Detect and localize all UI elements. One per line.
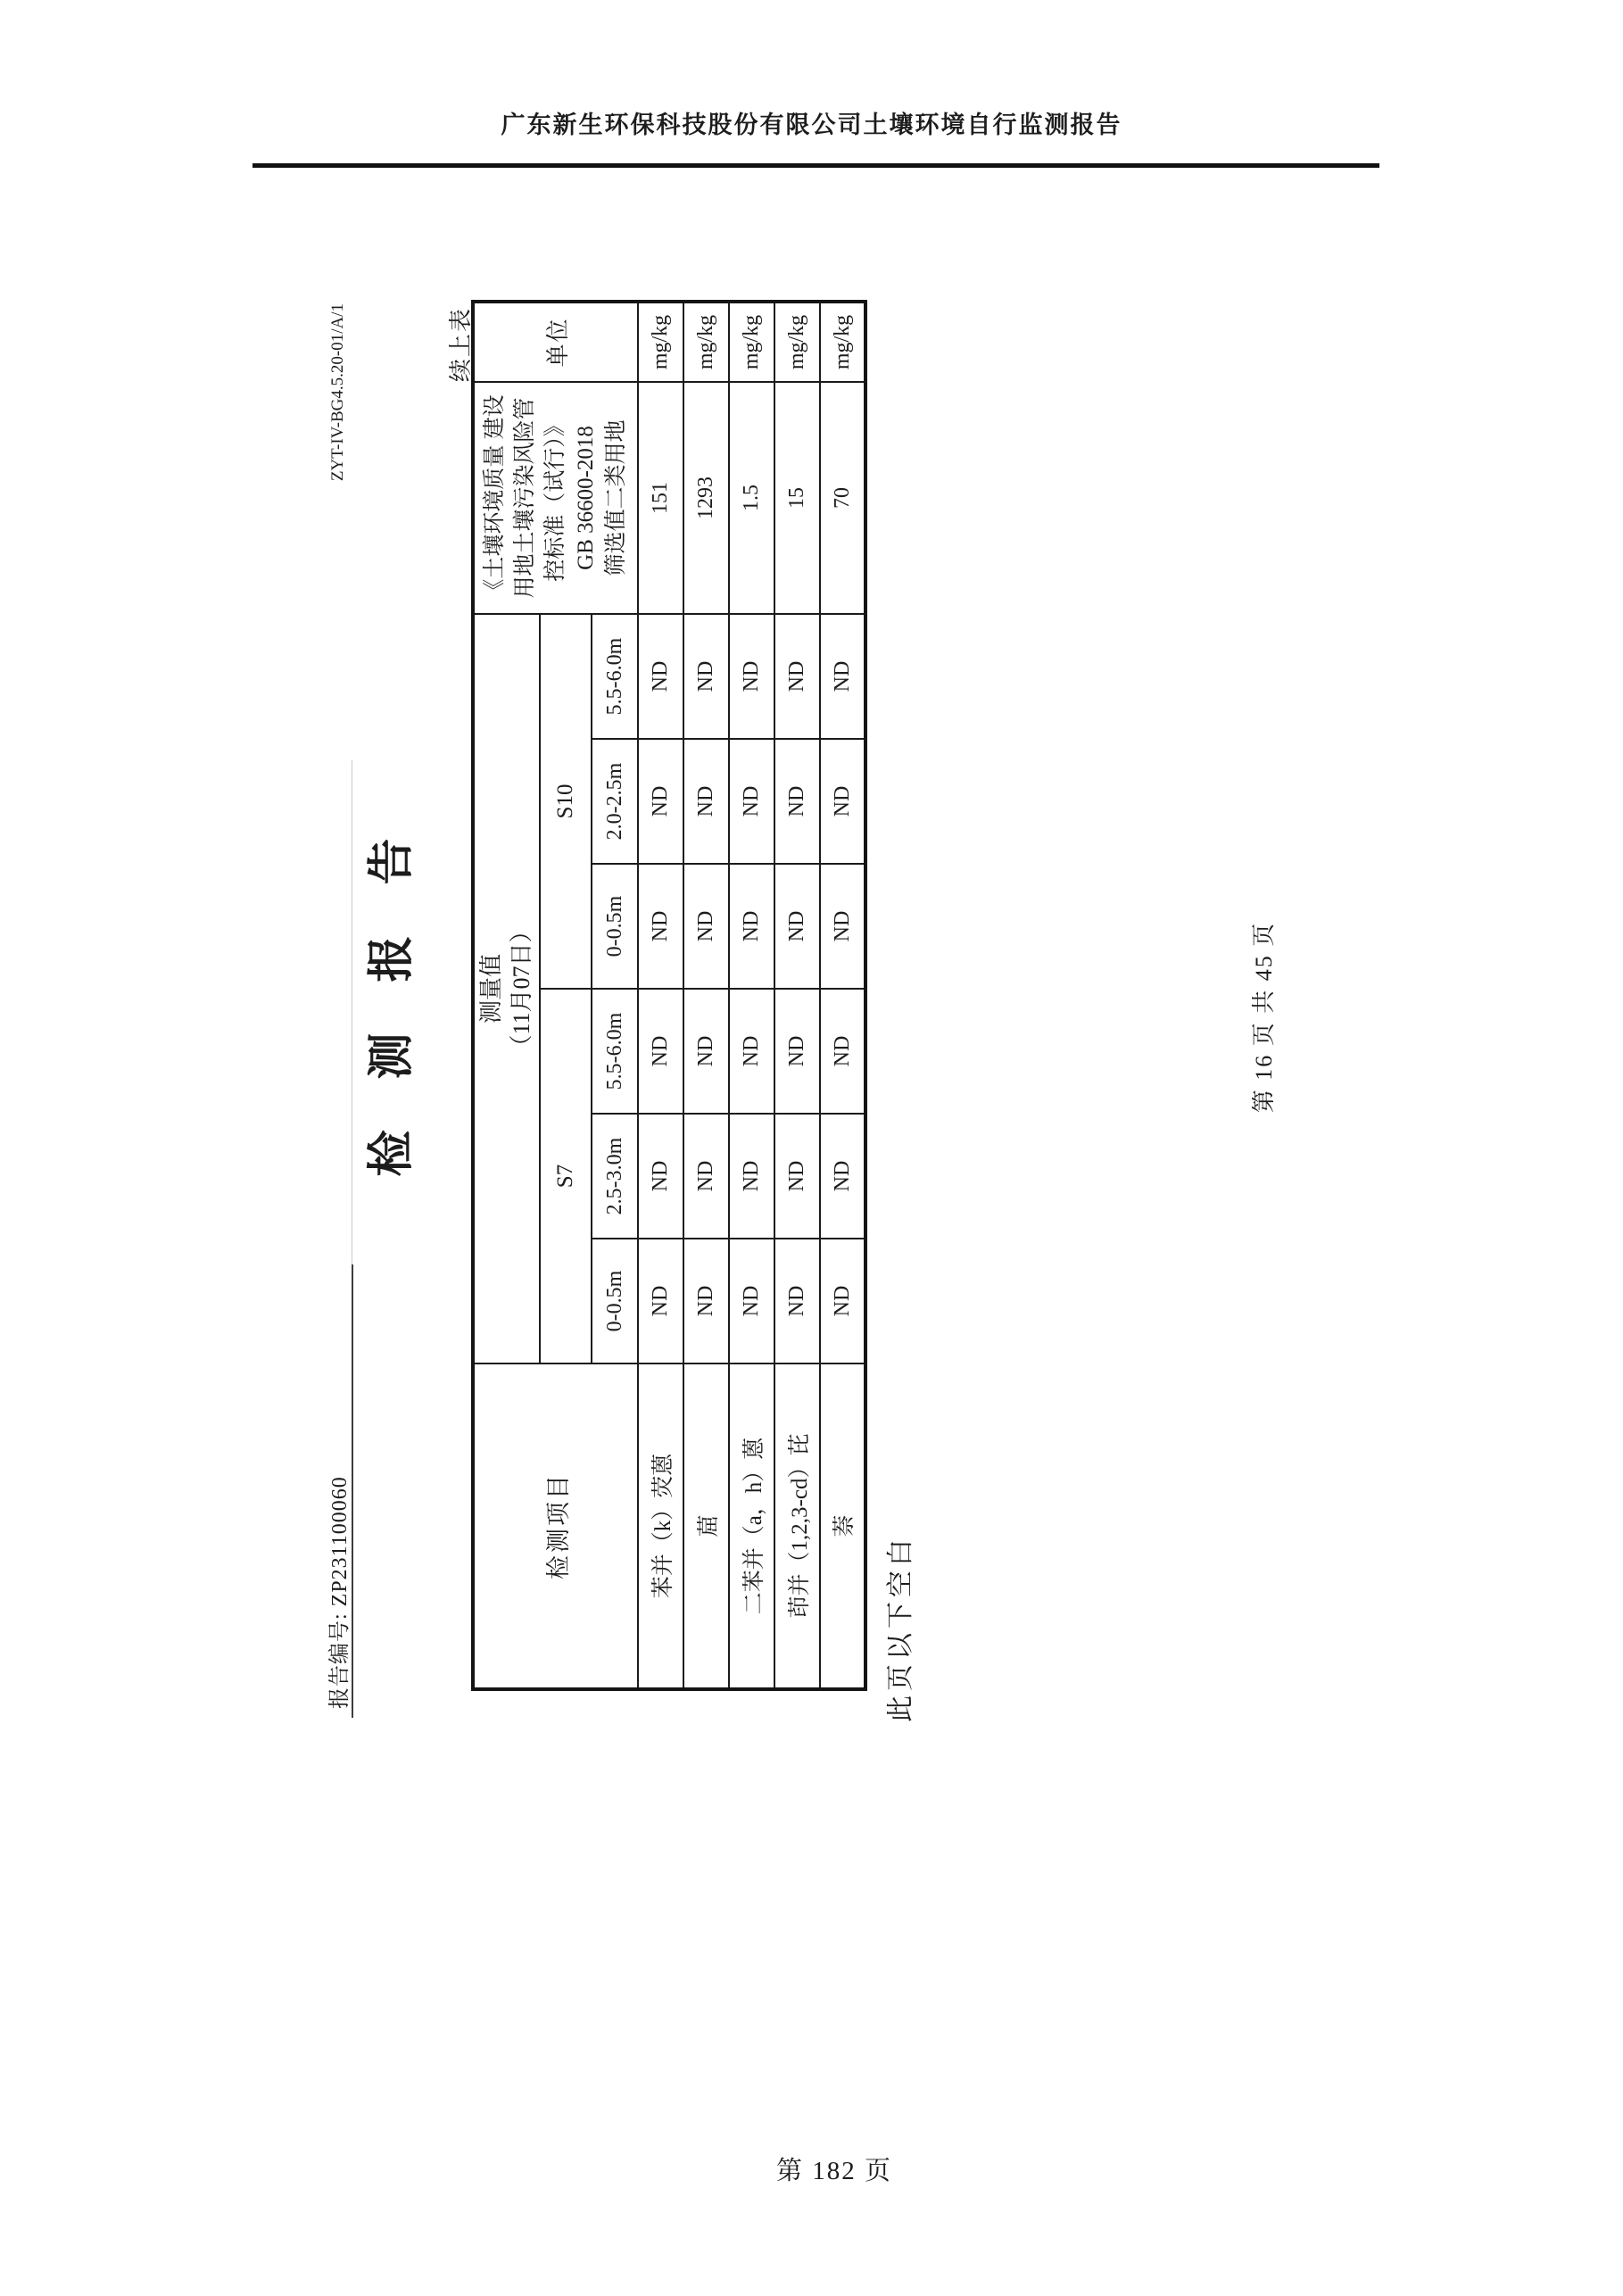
analyte-name: 茚并（1,2,3-cd）芘	[774, 1364, 820, 1689]
result-value: ND	[774, 739, 820, 864]
sample-group-s10: S10	[540, 614, 592, 989]
result-value: ND	[774, 864, 820, 989]
result-value: ND	[683, 1239, 729, 1364]
rotated-sheet	[277, 89, 1347, 2017]
result-value: ND	[729, 739, 774, 864]
report-title: 检 测 报 告	[367, 818, 418, 1177]
document-code: ZYT-IV-BG4.5.20-01/A/1	[328, 303, 347, 482]
analyte-name: 䓛	[683, 1364, 729, 1689]
result-value: ND	[638, 1114, 683, 1239]
result-value: ND	[820, 1239, 865, 1364]
col-header-standard: 《土壤环境质量 建设 用地土壤污染风险管 控标准（试行）》 GB 36600-2018 筛选值二类用地	[473, 382, 638, 614]
report-number-underline	[352, 1264, 353, 1718]
result-value: ND	[683, 614, 729, 739]
result-value: ND	[729, 614, 774, 739]
col-header-item: 检测项目	[473, 1364, 638, 1689]
result-value: ND	[638, 864, 683, 989]
result-value: ND	[774, 989, 820, 1114]
result-value: ND	[729, 864, 774, 989]
result-value: ND	[638, 989, 683, 1114]
depth-header: 2.0-2.5m	[592, 739, 638, 864]
results-table	[471, 300, 867, 1691]
unit-value: mg/kg	[729, 302, 774, 382]
depth-header: 0-0.5m	[592, 1239, 638, 1364]
page-number: 第 182 页	[775, 2157, 892, 2185]
result-value: ND	[683, 1114, 729, 1239]
result-value: ND	[820, 864, 865, 989]
page-title: 广东新生环保科技股份有限公司土壤环境自行监测报告	[501, 112, 1122, 138]
result-value: ND	[729, 989, 774, 1114]
measure-date: （11月07日）	[509, 919, 534, 1058]
standard-value: 151	[638, 382, 683, 614]
standard-value: 1293	[683, 382, 729, 614]
analyte-name: 苯并（k）荧蒽	[638, 1364, 683, 1689]
standard-value: 15	[774, 382, 820, 614]
col-header-measure	[473, 614, 540, 1364]
table-row	[638, 302, 683, 1689]
result-value: ND	[820, 1114, 865, 1239]
unit-value: mg/kg	[820, 302, 865, 382]
depth-header: 2.5-3.0m	[592, 1114, 638, 1239]
table-row	[729, 302, 774, 1689]
result-value: ND	[638, 739, 683, 864]
sample-group-s7: S7	[540, 989, 592, 1364]
result-value: ND	[683, 989, 729, 1114]
depth-header: 5.5-6.0m	[592, 989, 638, 1114]
result-value: ND	[638, 1239, 683, 1364]
unit-value: mg/kg	[638, 302, 683, 382]
standard-value: 1.5	[729, 382, 774, 614]
result-value: ND	[774, 1114, 820, 1239]
continued-note: 续上表	[448, 306, 474, 382]
sheet-page-info: 第 16 页 共 45 页	[1251, 921, 1277, 1114]
table-row	[774, 302, 820, 1689]
col-header-unit: 单位	[473, 302, 638, 382]
result-value: ND	[729, 1239, 774, 1364]
table-row	[820, 302, 865, 1689]
analyte-name: 二苯并（a，h）蒽	[729, 1364, 774, 1689]
measure-title: 测量值	[478, 953, 504, 1024]
table-row	[683, 302, 729, 1689]
result-value: ND	[774, 614, 820, 739]
standard-value: 70	[820, 382, 865, 614]
result-value: ND	[729, 1114, 774, 1239]
unit-value: mg/kg	[683, 302, 729, 382]
result-value: ND	[820, 989, 865, 1114]
analyte-name: 萘	[820, 1364, 865, 1689]
result-value: ND	[820, 614, 865, 739]
result-value: ND	[683, 864, 729, 989]
result-value: ND	[820, 739, 865, 864]
result-value: ND	[683, 739, 729, 864]
below-blank-note: 此页以下空白	[886, 1535, 915, 1722]
depth-header: 0-0.5m	[592, 864, 638, 989]
depth-header: 5.5-6.0m	[592, 614, 638, 739]
unit-value: mg/kg	[774, 302, 820, 382]
result-value: ND	[774, 1239, 820, 1364]
report-number: 报告编号: ZP231100060	[328, 1476, 352, 1709]
result-value: ND	[638, 614, 683, 739]
